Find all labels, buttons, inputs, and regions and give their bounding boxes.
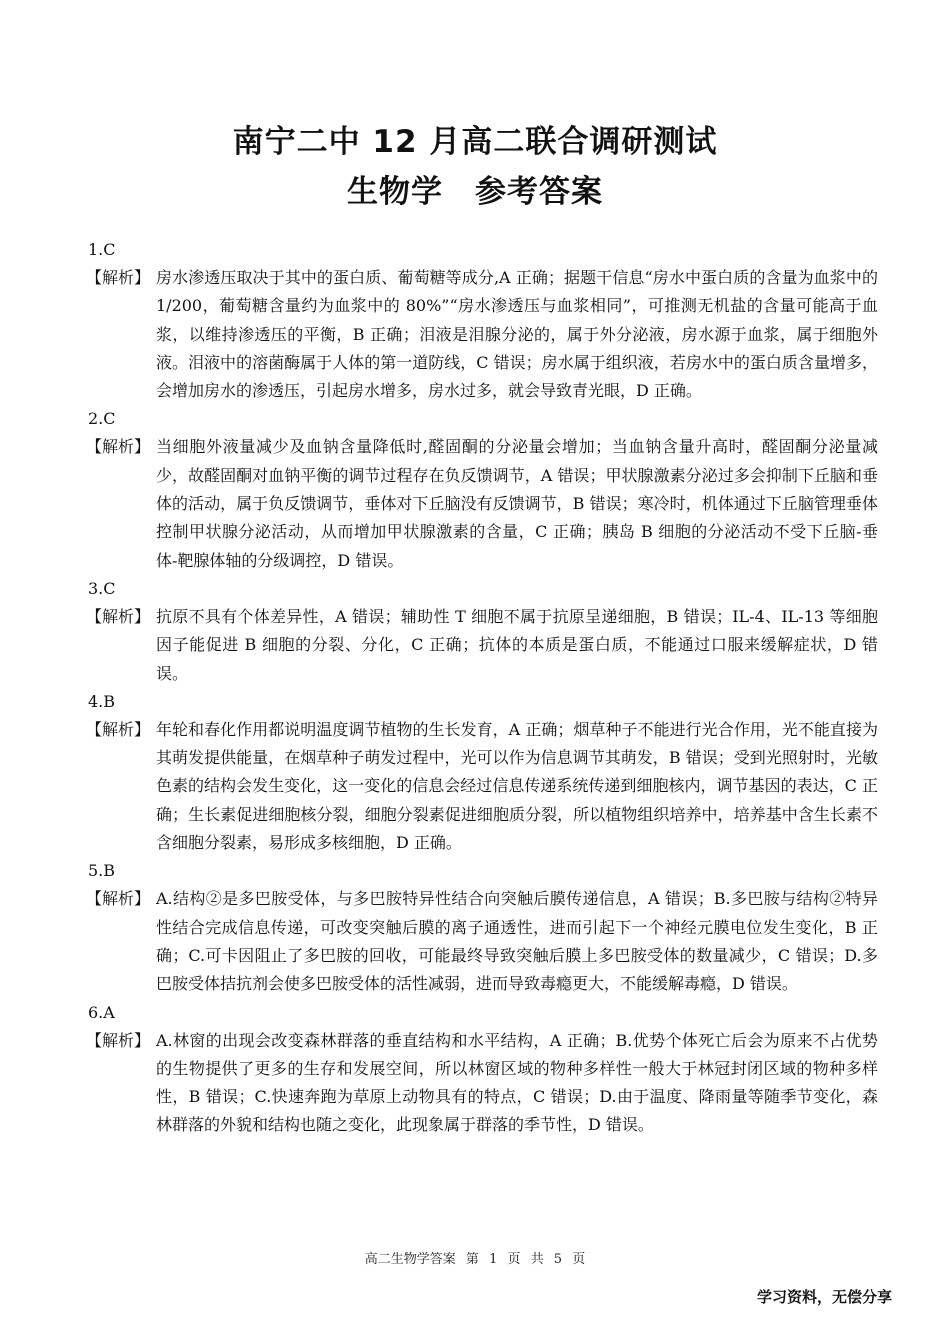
- analysis-tag: 【解析】: [86, 719, 151, 739]
- footer-total-prefix: 共: [530, 1252, 544, 1267]
- share-watermark: 学习资料，无偿分享: [756, 1288, 892, 1306]
- footer-page-number: 1: [489, 1252, 498, 1267]
- answer-item: [88, 236, 878, 405]
- page-subtitle: 生物学 参考答案: [347, 174, 603, 210]
- answer-analysis: [88, 264, 878, 405]
- answer-item: [88, 857, 878, 998]
- footer-total-unit: 页: [572, 1252, 586, 1267]
- footer-page-prefix: 第: [465, 1252, 479, 1267]
- analysis-text: A.林窗的出现会改变森林群落的垂直结构和水平结构，A 正确；B.优势个体死亡后会为原来不占优势的生物提供了更多的生存和发展空间，所以林窗区域的物种多样性一般大于林冠封闭区域的物种多样性，B 错误；C.快速奔跑为草原上动物具有的特点，C 错误；D.由于温度、降雨量等随季节变化，森林群落的外貌和结构也随之变化，此现象属于群落的季节性，D 错误。: [156, 1030, 878, 1135]
- answer-number: 2.C: [88, 409, 116, 429]
- analysis-tag: 【解析】: [86, 889, 151, 909]
- analysis-text: A.结构②是多巴胺受体，与多巴胺特异性结合向突触后膜传递信息，A 错误；B.多巴胺与结构②特异性结合完成信息传递，可改变突触后膜的离子通透性，进而引起下一个神经元膜电位发生变化，B 正确；C.可卡因阻止了多巴胺的回收，可能最终导致突触后膜上多巴胺受体的数量减少，C 错误；D.多巴胺受体拮抗剂会使多巴胺受体的活性减弱，进而导致毒瘾更大，不能缓解毒瘾，D 错误。: [156, 889, 878, 994]
- answer-analysis: [88, 603, 878, 688]
- answer-number: 3.C: [88, 578, 116, 598]
- answer-number: 1.C: [88, 240, 116, 259]
- answer-list: [88, 236, 878, 1140]
- analysis-tag: 【解析】: [86, 437, 151, 457]
- analysis-text: 房水渗透压取决于其中的蛋白质、葡萄糖等成分,A 正确；据题干信息“房水中蛋白质的含量为血浆中的 1/200，葡萄糖含量约为血浆中的 80%”“房水渗透压与血浆相同”，可推测无机盐的含量可能高于血浆，以维持渗透压的平衡，B 正确；泪液是泪腺分泌的，属于外分泌液，房水源于血浆，属于细胞外液。泪液中的溶菌酶属于人体的第一道防线，C 错误；房水属于组织液，若房水中的蛋白质含量增多，会增加房水的渗透压，引起房水增多，房水过多，就会导致青光眼，D 正确。: [156, 268, 878, 401]
- answer-item: [88, 688, 878, 857]
- analysis-text: 抗原不具有个体差异性，A 错误；辅助性 T 细胞不属于抗原呈递细胞，B 错误；IL-4、IL-13 等细胞因子能促进 B 细胞的分裂、分化，C 正确；抗体的本质是蛋白质，不能通过口服来缓解症状，D 错误。: [156, 606, 878, 683]
- page-footer: [0, 1248, 950, 1267]
- answer-analysis: [88, 433, 878, 574]
- analysis-tag: 【解析】: [86, 606, 151, 626]
- answer-item: [88, 405, 878, 574]
- page-title: 南宁二中 12 月高二联合调研测试: [232, 124, 718, 160]
- answer-number: 4.B: [88, 691, 116, 711]
- answer-analysis: [88, 716, 878, 857]
- answer-item: [88, 575, 878, 688]
- answer-analysis: [88, 885, 878, 998]
- answer-number: 6.A: [88, 1002, 115, 1022]
- analysis-text: 年轮和春化作用都说明温度调节植物的生长发育，A 正确；烟草种子不能进行光合作用，光不能直接为其萌发提供能量，在烟草种子萌发过程中，光可以作为信息调节其萌发，B 错误；受到光照射时，光敏色素的结构会发生变化，这一变化的信息会经过信息传递系统传递到细胞核内，调节基因的表达，C 正确；生长素促进细胞核分裂，细胞分裂素促进细胞质分裂，所以植物组织培养中，培养基中含生长素不含细胞分裂素，易形成多核细胞，D 正确。: [156, 719, 878, 853]
- footer-page-unit: 页: [507, 1252, 521, 1267]
- answer-number: 5.B: [88, 861, 116, 881]
- answer-analysis: [88, 1027, 878, 1140]
- analysis-tag: 【解析】: [86, 268, 151, 287]
- footer-doc-name: 高二生物学答案: [364, 1252, 456, 1267]
- footer-total-pages: 5: [553, 1252, 563, 1267]
- answer-item: [88, 999, 878, 1140]
- analysis-text: 当细胞外液量减少及血钠含量降低时,醛固酮的分泌量会增加；当血钠含量升高时，醛固酮分泌量减少，故醛固酮对血钠平衡的调节过程存在负反馈调节，A 错误；甲状腺激素分泌过多会抑制下丘脑和垂体的活动，属于负反馈调节，垂体对下丘脑没有反馈调节，B 错误；寒冷时，机体通过下丘脑管理垂体控制甲状腺分泌活动，从而增加甲状腺激素的含量，C 正确；胰岛 B 细胞的分泌活动不受下丘脑-垂体-靶腺体轴的分级调控，D 错误。: [156, 437, 878, 570]
- analysis-tag: 【解析】: [86, 1030, 151, 1050]
